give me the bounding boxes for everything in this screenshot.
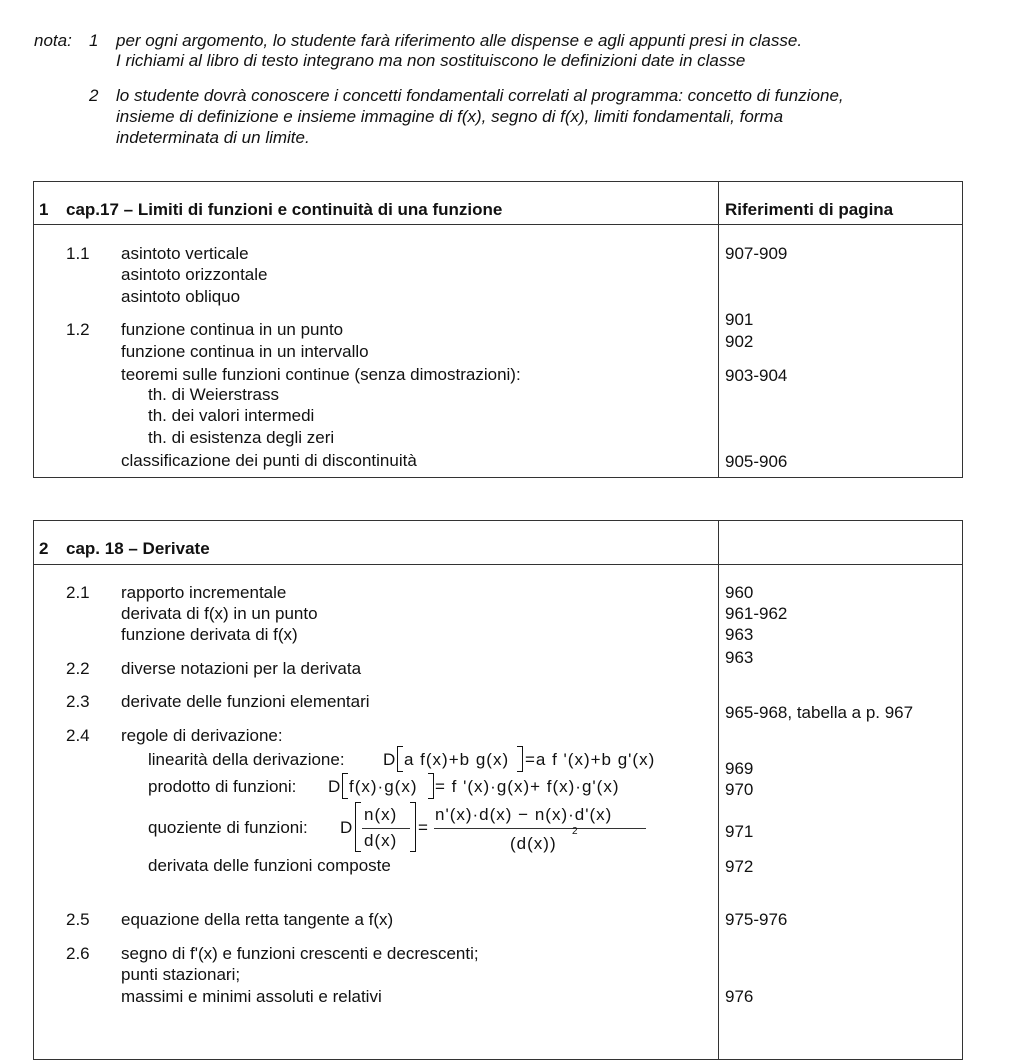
right-bracket — [410, 802, 416, 852]
page-ref: 961-962 — [725, 604, 788, 623]
topic: regole di derivazione: — [121, 726, 283, 745]
formula: f(x)·g(x) — [349, 777, 418, 796]
formula: =a f '(x)+b g'(x) — [525, 750, 656, 769]
topic: derivate delle funzioni elementari — [121, 692, 370, 711]
page-ref: 971 — [725, 822, 754, 841]
operator-d: D — [328, 777, 342, 796]
ref-header: Riferimenti di pagina — [725, 200, 894, 219]
topic: massimi e minimi assoluti e relativi — [121, 987, 382, 1006]
rule-label: prodotto di funzioni: — [148, 777, 297, 796]
section-number: 2.1 — [66, 583, 90, 602]
table-divider — [33, 564, 963, 565]
page-ref: 972 — [725, 857, 754, 876]
chapter-number: 2 — [39, 539, 49, 558]
chapter-title: cap.17 – Limiti di funzioni e continuità di una funzione — [66, 200, 503, 219]
topic: asintoto orizzontale — [121, 265, 268, 284]
topic: teoremi sulle funzioni continue (senza dimostrazioni): — [121, 365, 521, 384]
section-number: 2.3 — [66, 692, 90, 711]
topic: equazione della retta tangente a f(x) — [121, 910, 394, 929]
page-ref: 902 — [725, 332, 754, 351]
section-number: 2.5 — [66, 910, 90, 929]
chapter-number: 1 — [39, 200, 49, 219]
right-bracket — [517, 746, 523, 772]
topic: th. di esistenza degli zeri — [148, 428, 335, 447]
table-divider — [33, 224, 963, 225]
page-ref: 970 — [725, 780, 754, 799]
page-ref: 963 — [725, 625, 754, 644]
page-ref: 901 — [725, 310, 754, 329]
topic: derivata di f(x) in un punto — [121, 604, 318, 623]
page-ref: 907-909 — [725, 244, 788, 263]
rule-label: linearità della derivazione: — [148, 750, 345, 769]
note-number: 2 — [89, 86, 99, 105]
left-bracket — [397, 746, 403, 772]
section-number: 2.6 — [66, 944, 90, 963]
topic: funzione continua in un intervallo — [121, 342, 369, 361]
note-prefix: nota: — [34, 31, 72, 50]
formula: = f '(x)·g(x)+ f(x)·g'(x) — [435, 777, 620, 796]
fraction-numerator: n(x) — [364, 805, 398, 824]
page-ref: 960 — [725, 583, 754, 602]
topic: diverse notazioni per la derivata — [121, 659, 362, 678]
page-ref: 969 — [725, 759, 754, 778]
chapter-title: cap. 18 – Derivate — [66, 539, 210, 558]
formula: a f(x)+b g(x) — [404, 750, 510, 769]
section-number: 2.2 — [66, 659, 90, 678]
topic: punti stazionari; — [121, 965, 241, 984]
topic: funzione derivata di f(x) — [121, 625, 298, 644]
topic: asintoto obliquo — [121, 287, 241, 306]
page-ref: 905-906 — [725, 452, 788, 471]
table-divider — [718, 520, 719, 1060]
rule-label: quoziente di funzioni: — [148, 818, 308, 837]
page-ref: 903-904 — [725, 366, 788, 385]
note-text: insieme di definizione e insieme immagine di f(x), segno di f(x), limiti fondamentali, forma — [116, 107, 784, 126]
fraction-denominator: (d(x)) — [510, 834, 557, 853]
note-text: I richiami al libro di testo integrano ma non sostituiscono le definizioni date in classe — [116, 51, 746, 70]
fraction-bar — [434, 828, 646, 829]
fraction-denominator: d(x) — [364, 831, 398, 850]
page-ref: 975-976 — [725, 910, 788, 929]
section-number: 1.2 — [66, 320, 90, 339]
left-bracket — [342, 773, 348, 799]
operator-d: D — [383, 750, 397, 769]
equals-sign: = — [418, 818, 429, 837]
fraction-numerator: n'(x)·d(x) − n(x)·d'(x) — [435, 805, 613, 824]
table-divider — [718, 181, 719, 478]
section-number: 1.1 — [66, 244, 90, 263]
topic: th. di Weierstrass — [148, 385, 280, 404]
rule-label: derivata delle funzioni composte — [148, 856, 391, 875]
topic: funzione continua in un punto — [121, 320, 344, 339]
exponent: 2 — [572, 826, 579, 837]
page-ref: 963 — [725, 648, 754, 667]
right-bracket — [428, 773, 434, 799]
note-text: lo studente dovrà conoscere i concetti fondamentali correlati al programma: concetto di funzione, — [116, 86, 844, 105]
topic: rapporto incrementale — [121, 583, 287, 602]
note-text: indeterminata di un limite. — [116, 128, 310, 147]
left-bracket — [355, 802, 361, 852]
fraction-bar — [362, 828, 410, 829]
page-ref: 976 — [725, 987, 754, 1006]
topic: asintoto verticale — [121, 244, 249, 263]
page-ref: 965-968, tabella a p. 967 — [725, 703, 914, 722]
note-number: 1 — [89, 31, 99, 50]
topic: segno di f'(x) e funzioni crescenti e decrescenti; — [121, 944, 479, 963]
topic: classificazione dei punti di discontinuità — [121, 451, 417, 470]
operator-d: D — [340, 818, 354, 837]
topic: th. dei valori intermedi — [148, 406, 315, 425]
note-text: per ogni argomento, lo studente farà riferimento alle dispense e agli appunti presi in classe. — [116, 31, 803, 50]
section-number: 2.4 — [66, 726, 90, 745]
